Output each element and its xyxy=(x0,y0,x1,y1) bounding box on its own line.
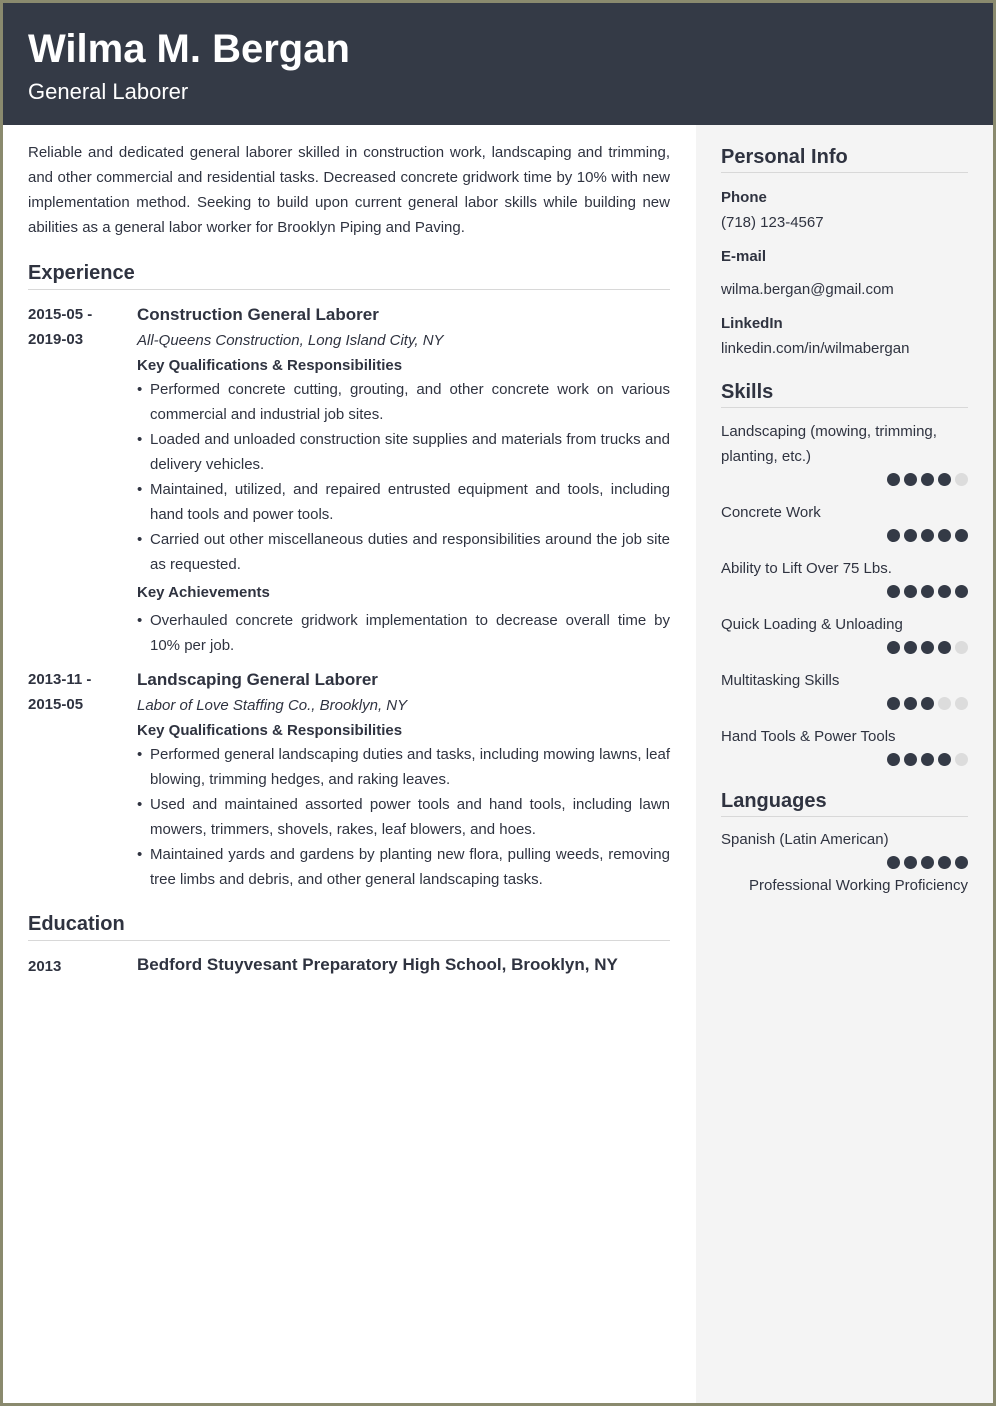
job-company: All-Queens Construction, Long Island City, NY xyxy=(137,332,444,349)
rating-dot-filled xyxy=(938,856,951,869)
job-date-end: 2015-05 xyxy=(28,696,84,713)
rating-dot-filled xyxy=(921,856,934,869)
rating-dot-filled xyxy=(904,641,917,654)
skill-item xyxy=(721,668,968,710)
rating-dot-filled xyxy=(921,473,934,486)
job-dates xyxy=(28,667,137,892)
rating-dot-filled xyxy=(921,753,934,766)
rating-dot-filled xyxy=(955,585,968,598)
rating-dot-empty xyxy=(955,641,968,654)
education-entry xyxy=(28,952,670,979)
qualifications-heading: Key Qualifications & Responsibilities xyxy=(137,357,403,374)
rating-dot-filled xyxy=(921,641,934,654)
responsibility-item: • Performed concrete cutting, grouting, and other concrete work on various commercial and industrial job sites. xyxy=(137,377,670,427)
job-company: Labor of Love Staffing Co., Brooklyn, NY xyxy=(137,697,408,714)
rating-dots xyxy=(721,856,968,869)
achievement-list xyxy=(137,608,670,658)
skill-name: Concrete Work xyxy=(721,504,821,521)
skill-name: Hand Tools & Power Tools xyxy=(721,728,896,745)
language-level: Professional Working Proficiency xyxy=(749,877,968,894)
rating-dot-empty xyxy=(955,753,968,766)
job-date-end: 2019-03 xyxy=(28,331,84,348)
rating-dots xyxy=(721,697,968,710)
rating-dot-filled xyxy=(887,753,900,766)
job-entry xyxy=(28,302,670,658)
responsibility-list xyxy=(137,742,670,892)
rating-dot-filled xyxy=(921,585,934,598)
rating-dot-filled xyxy=(887,641,900,654)
experience-heading: Experience xyxy=(28,261,670,290)
job-entry xyxy=(28,667,670,892)
candidate-name: Wilma M. Bergan xyxy=(28,27,350,71)
skill-item xyxy=(721,419,968,486)
skill-item xyxy=(721,724,968,766)
rating-dots xyxy=(721,585,968,598)
rating-dot-filled xyxy=(921,529,934,542)
rating-dot-filled xyxy=(887,473,900,486)
languages-heading: Languages xyxy=(721,788,968,817)
responsibility-list xyxy=(137,377,670,577)
rating-dot-empty xyxy=(938,697,951,710)
resume-page xyxy=(3,3,993,1403)
email-value[interactable]: wilma.bergan@gmail.com xyxy=(721,281,894,298)
job-dates xyxy=(28,302,137,658)
summary: Reliable and dedicated general laborer skilled in construction work, landscaping and trimming, and other commercial and residential tasks. Decreased concrete gridwork time by 10% with new implementation method. Seeking to build upon current general labor skills while building new abilities as a general labor worker for Brooklyn Piping and Paving. xyxy=(28,144,670,236)
main-column xyxy=(28,140,670,979)
rating-dot-filled xyxy=(904,856,917,869)
personal-info-heading: Personal Info xyxy=(721,144,968,173)
responsibility-item: • Maintained yards and gardens by planting new flora, pulling weeds, removing tree limbs and debris, and other general landscaping tasks. xyxy=(137,842,670,892)
rating-dot-filled xyxy=(938,473,951,486)
rating-dot-filled xyxy=(904,473,917,486)
rating-dot-filled xyxy=(904,697,917,710)
rating-dot-filled xyxy=(887,856,900,869)
achievement-item: • Overhauled concrete gridwork implementation to decrease overall time by 10% per job. xyxy=(137,608,670,658)
linkedin-label: LinkedIn xyxy=(721,315,783,332)
rating-dot-filled xyxy=(955,529,968,542)
email-label: E-mail xyxy=(721,248,767,265)
sidebar xyxy=(696,125,993,1403)
sidebar-content xyxy=(721,144,968,898)
job-role: Construction General Laborer xyxy=(137,305,379,324)
job-details xyxy=(137,302,670,658)
skill-name: Quick Loading & Unloading xyxy=(721,616,903,633)
linkedin-value[interactable]: linkedin.com/in/wilmabergan xyxy=(721,340,910,357)
rating-dot-filled xyxy=(938,753,951,766)
rating-dot-filled xyxy=(921,697,934,710)
skill-name: Ability to Lift Over 75 Lbs. xyxy=(721,560,892,577)
job-role: Landscaping General Laborer xyxy=(137,670,378,689)
candidate-title: General Laborer xyxy=(28,79,189,104)
rating-dot-filled xyxy=(938,641,951,654)
education-year: 2013 xyxy=(28,958,62,975)
responsibility-item: • Used and maintained assorted power tools and hand tools, including lawn mowers, trimmers, shovels, rakes, leaf blowers, and hoes. xyxy=(137,792,670,842)
rating-dot-filled xyxy=(887,529,900,542)
languages-list xyxy=(721,827,968,898)
phone-value: (718) 123-4567 xyxy=(721,214,824,231)
phone-label: Phone xyxy=(721,189,767,206)
skill-name: Landscaping (mowing, trimming, planting, etc.) xyxy=(721,423,937,465)
job-date-start: 2013-11 - xyxy=(28,671,92,688)
rating-dot-filled xyxy=(904,753,917,766)
achievements-heading: Key Achievements xyxy=(137,584,270,601)
language-item xyxy=(721,827,968,898)
rating-dot-filled xyxy=(955,856,968,869)
job-date-start: 2015-05 - xyxy=(28,306,93,323)
skills-list xyxy=(721,419,968,766)
skill-item xyxy=(721,612,968,654)
job-details xyxy=(137,667,670,892)
rating-dot-filled xyxy=(887,697,900,710)
rating-dots xyxy=(721,473,968,486)
responsibility-item: • Loaded and unloaded construction site supplies and materials from trucks and delivery vehicles. xyxy=(137,427,670,477)
responsibility-item: • Performed general landscaping duties and tasks, including mowing lawns, leaf blowing, trimming hedges, and raking leaves. xyxy=(137,742,670,792)
language-name: Spanish (Latin American) xyxy=(721,831,889,848)
rating-dot-filled xyxy=(938,585,951,598)
rating-dot-empty xyxy=(955,697,968,710)
skills-heading: Skills xyxy=(721,379,968,408)
rating-dot-filled xyxy=(938,529,951,542)
skill-item xyxy=(721,500,968,542)
rating-dot-filled xyxy=(904,529,917,542)
skill-name: Multitasking Skills xyxy=(721,672,840,689)
skill-item xyxy=(721,556,968,598)
responsibility-item: • Maintained, utilized, and repaired entrusted equipment and tools, including hand tools and power tools. xyxy=(137,477,670,527)
rating-dot-empty xyxy=(955,473,968,486)
rating-dot-filled xyxy=(904,585,917,598)
education-heading: Education xyxy=(28,912,670,941)
resume-header xyxy=(3,3,993,125)
education-school: Bedford Stuyvesant Preparatory High School, Brooklyn, NY xyxy=(137,955,618,974)
rating-dots xyxy=(721,641,968,654)
rating-dots xyxy=(721,753,968,766)
rating-dot-filled xyxy=(887,585,900,598)
responsibility-item: • Carried out other miscellaneous duties and responsibilities around the job site as requested. xyxy=(137,527,670,577)
qualifications-heading: Key Qualifications & Responsibilities xyxy=(137,722,403,739)
rating-dots xyxy=(721,529,968,542)
